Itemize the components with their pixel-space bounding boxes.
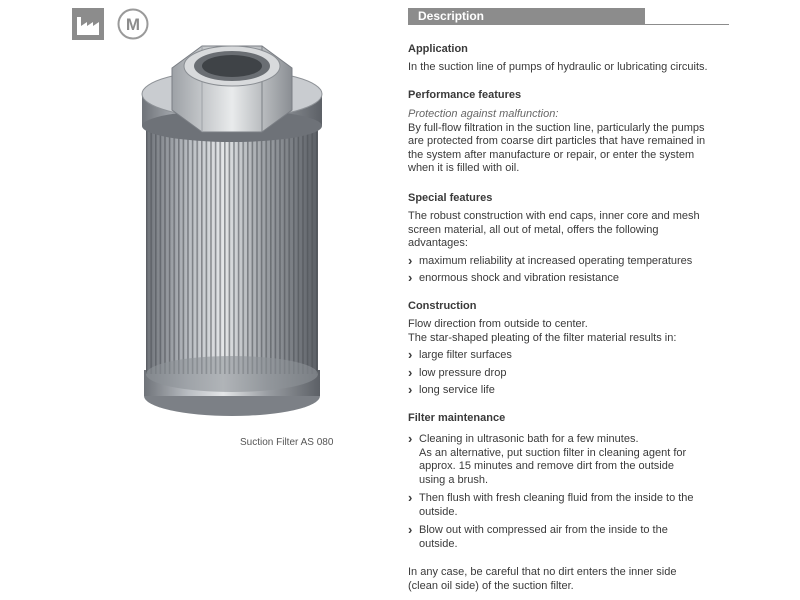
construction-bullet: › low pressure drop (408, 367, 738, 381)
special-list (408, 255, 738, 286)
construction-list (408, 349, 738, 398)
maintenance-line: using a brush. (419, 473, 489, 486)
maintenance-list (408, 433, 738, 551)
maintenance-bullet (408, 524, 738, 551)
construction-section (408, 300, 738, 398)
maintenance-line: Then flush with fresh cleaning fluid from the inside to the (419, 492, 694, 504)
performance-line: when it is filled with oil. (408, 162, 520, 174)
special-bullet: › enormous shock and vibration resistance (408, 272, 738, 286)
description-header (408, 8, 738, 26)
maintenance-heading: Filter maintenance (408, 412, 506, 424)
special-line: screen material, all out of metal, offers the following (408, 223, 659, 236)
special-line: The robust construction with end caps, inner core and mesh (408, 210, 700, 222)
maintenance-bullet (408, 492, 738, 519)
maintenance-line: outside. (419, 505, 458, 518)
m-badge-letter: M (125, 15, 141, 34)
special-bullet: › maximum reliability at increased operating temperatures (408, 255, 738, 269)
factory-icon (72, 8, 104, 40)
performance-subheading: Protection against malfunction: (408, 108, 559, 120)
construction-bullet: › long service life (408, 384, 738, 398)
performance-line: are protected from coarse dirt particles that have remained in (408, 135, 706, 147)
application-section (408, 43, 738, 75)
description-title: Description (408, 8, 645, 25)
maintenance-note: In any case, be careful that no dirt enters the inner side (408, 566, 677, 578)
description-panel (408, 8, 738, 592)
performance-line: By full-flow filtration in the suction line, particularly the pumps (408, 121, 705, 134)
maintenance-line: Blow out with compressed air from the inside to the (419, 524, 668, 536)
application-text: In the suction line of pumps of hydraulic or lubricating circuits. (408, 61, 708, 73)
product-image (132, 38, 332, 428)
performance-section (408, 89, 738, 176)
construction-heading: Construction (408, 300, 477, 312)
maintenance-line: outside. (419, 537, 458, 550)
maintenance-bullet (408, 433, 738, 487)
maintenance-line: As an alternative, put suction filter in cleaning agent for (419, 446, 687, 459)
maintenance-line: approx. 15 minutes and remove dirt from the outside (419, 460, 674, 472)
maintenance-section (408, 412, 738, 593)
performance-heading: Performance features (408, 89, 522, 101)
construction-line: Flow direction from outside to center. (408, 318, 588, 330)
construction-line: The star-shaped pleating of the filter material results in: (408, 331, 677, 344)
performance-line: the system after manufacture or repair, or enter the system (408, 148, 695, 161)
m-badge-icon (117, 8, 149, 40)
special-section (408, 192, 738, 286)
special-line: advantages: (408, 237, 468, 249)
construction-bullet: › large filter surfaces (408, 349, 738, 363)
maintenance-line: Cleaning in ultrasonic bath for a few minutes. (419, 433, 639, 445)
application-heading: Application (408, 43, 468, 55)
description-divider (408, 24, 729, 25)
image-caption: Suction Filter AS 080 (240, 437, 334, 448)
special-heading: Special features (408, 192, 493, 204)
maintenance-note: (clean oil side) of the suction filter. (408, 579, 574, 592)
